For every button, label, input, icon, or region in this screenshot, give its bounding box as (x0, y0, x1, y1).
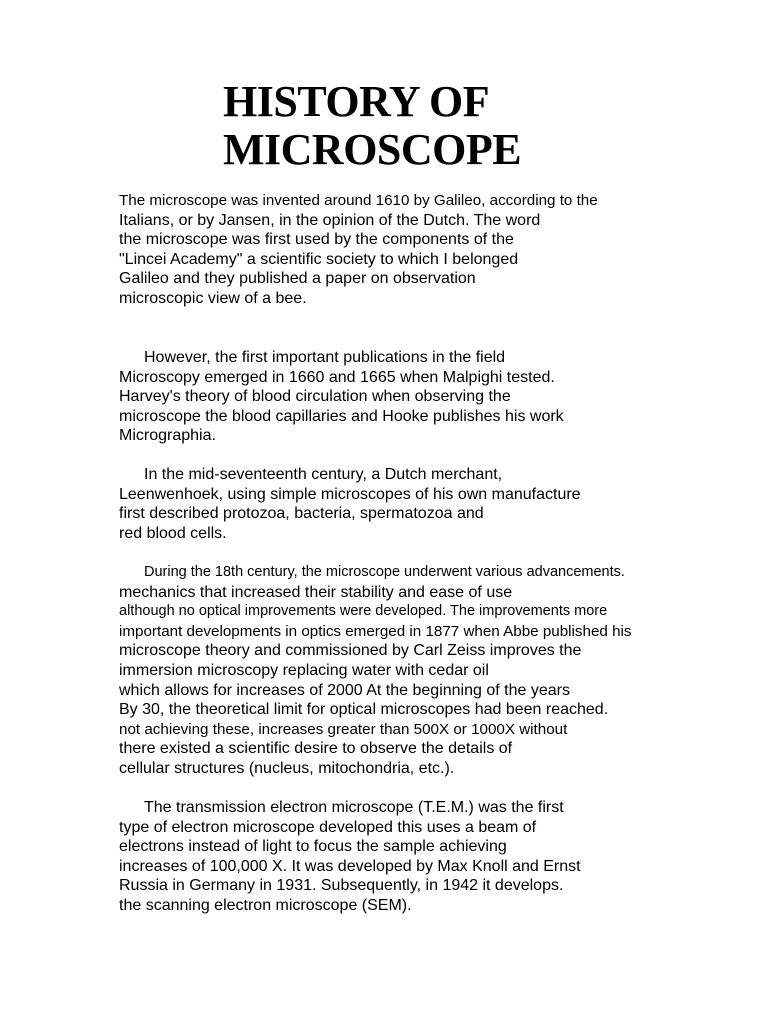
text-line: The microscope was invented around 1610 by Galileo, according to the (119, 192, 598, 209)
text-line: which allows for increases of 2000 At the beginning of the years (119, 681, 570, 699)
page-title (223, 78, 521, 174)
text-line: The transmission electron microscope (T.E.M.) was the first (144, 799, 564, 816)
text-line: not achieving these, increases greater than 500X or 1000X without (119, 720, 568, 738)
text-line: although no optical improvements were developed. The improvements more (119, 603, 608, 620)
paragraph-18th-century (119, 563, 631, 779)
text-line: there existed a scientific desire to observe the details of (119, 740, 513, 758)
text-line: Leenwenhoek, using simple microscopes of his own manufacture (119, 485, 581, 503)
text-line: Galileo and they published a paper on observation (119, 270, 476, 288)
text-line: Harvey's theory of blood circulation when observing the (119, 388, 511, 406)
text-line: important developments in optics emerged in 1877 when Abbe published his (119, 622, 632, 640)
text-line: Russia in Germany in 1931. Subsequently, in 1942 it develops. (119, 877, 564, 895)
title-line-1: HISTORY OF (223, 77, 490, 126)
paragraph-electron-microscope (119, 798, 581, 916)
text-line: the scanning electron microscope (SEM). (119, 896, 412, 914)
text-line: Italians, or by Jansen, in the opinion of the Dutch. The word (119, 211, 541, 229)
text-line: the microscope was first used by the components of the (119, 231, 514, 249)
text-line: mechanics that increased their stability and ease of use (119, 583, 513, 601)
text-line: type of electron microscope developed this uses a beam of (119, 818, 537, 836)
text-line: immersion microscopy replacing water with cedar oil (119, 661, 489, 679)
text-line: During the 18th century, the microscope underwent various advancements. (144, 564, 625, 580)
text-line: By 30, the theoretical limit for optical microscopes had been reached. (119, 701, 609, 719)
paragraph-first-publications (119, 348, 564, 446)
text-line: microscope theory and commissioned by Carl Zeiss improves the (119, 642, 582, 660)
text-line: However, the first important publications in the field (144, 349, 506, 366)
text-line: increases of 100,000 X. It was developed by Max Knoll and Ernst (119, 857, 581, 875)
text-line: microscope the blood capillaries and Hooke publishes his work (119, 407, 564, 425)
text-line: red blood cells. (119, 524, 227, 542)
text-line: Micrographia. (119, 427, 216, 445)
text-line: cellular structures (nucleus, mitochondria, etc.). (119, 759, 455, 777)
text-line: In the mid-seventeenth century, a Dutch merchant, (144, 466, 503, 483)
text-line: electrons instead of light to focus the sample achieving (119, 838, 507, 856)
paragraph-leeuwenhoek (119, 465, 581, 543)
text-line: "Lincei Academy" a scientific society to which I belonged (119, 250, 519, 268)
text-line: Microscopy emerged in 1660 and 1665 when Malpighi tested. (119, 368, 555, 386)
title-line-2: MICROSCOPE (223, 125, 522, 174)
text-line: microscopic view of a bee. (119, 289, 307, 307)
text-line: first described protozoa, bacteria, spermatozoa and (119, 505, 484, 523)
paragraph-invention (119, 191, 598, 309)
